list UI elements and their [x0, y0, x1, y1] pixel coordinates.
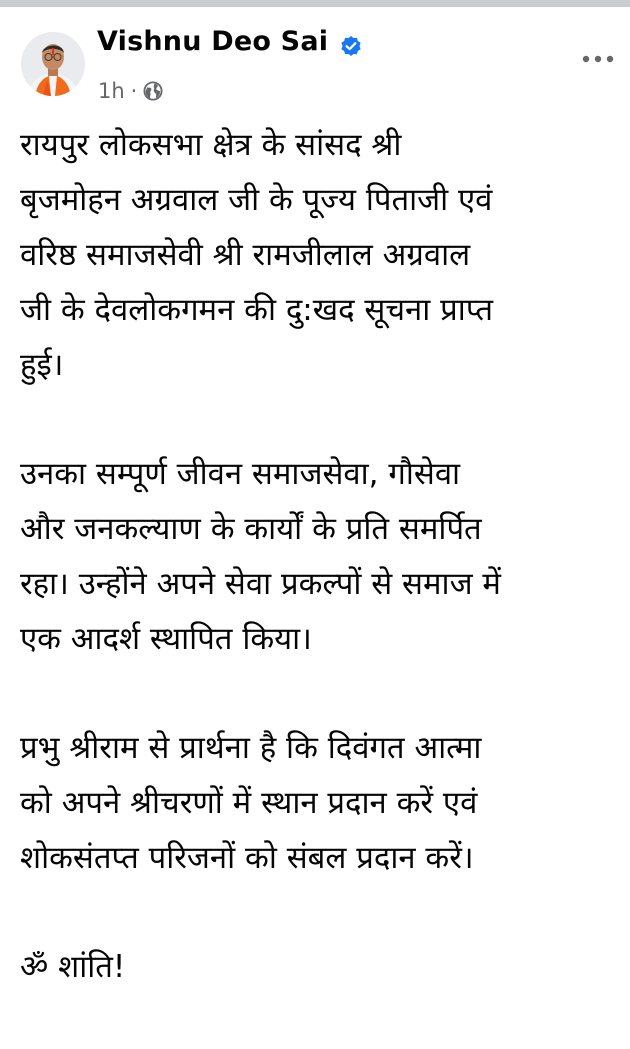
text-line: हुई। [20, 347, 64, 383]
text-line: एक आदर्श स्थापित किया। [20, 621, 312, 657]
post-paragraph [20, 940, 616, 995]
verified-badge-icon [340, 35, 362, 57]
text-line: बृजमोहन अग्रवाल जी के पूज्य पिताजी एवं [20, 182, 493, 218]
globe-icon[interactable] [143, 81, 163, 101]
feed-divider [0, 0, 630, 12]
more-options-button[interactable] [578, 44, 618, 74]
text-line: ॐ शांति! [20, 949, 126, 985]
meta-separator: · [130, 79, 138, 103]
text-line: वरिष्ठ समाजसेवी श्री रामजीलाल अग्रवाल [20, 237, 471, 273]
post-paragraph [20, 721, 616, 886]
text-line: और जनकल्याण के कार्यों के प्रति समर्पित [20, 511, 482, 547]
text-line: शोकसंतप्त परिजनों को संबल प्रदान करें। [20, 840, 474, 876]
text-line: जी के देवलोकगमन की दु:खद सूचना प्राप्त [20, 292, 494, 328]
post-paragraph [20, 118, 616, 393]
author-avatar[interactable] [21, 32, 85, 96]
text-line: रायपुर लोकसभा क्षेत्र के सांसद श्री [20, 127, 402, 163]
post-header [0, 18, 630, 114]
more-options-icon [581, 54, 615, 64]
avatar-image [21, 32, 85, 96]
author-name[interactable]: Vishnu Deo Sai [97, 26, 329, 57]
post-paragraph [20, 447, 616, 667]
text-line: को अपने श्रीचरणों में स्थान प्रदान करें एवं [20, 785, 478, 821]
text-line: रहा। उन्होंने अपने सेवा प्रकल्पों से समाज में [20, 566, 501, 602]
text-line: प्रभु श्रीराम से प्रार्थना है कि दिवंगत आत्मा [20, 730, 482, 766]
post-meta [98, 78, 163, 104]
post-timestamp[interactable]: 1h [98, 79, 125, 103]
text-line: उनका सम्पूर्ण जीवन समाजसेवा, गौसेवा [20, 456, 461, 492]
post-text [20, 118, 616, 1049]
